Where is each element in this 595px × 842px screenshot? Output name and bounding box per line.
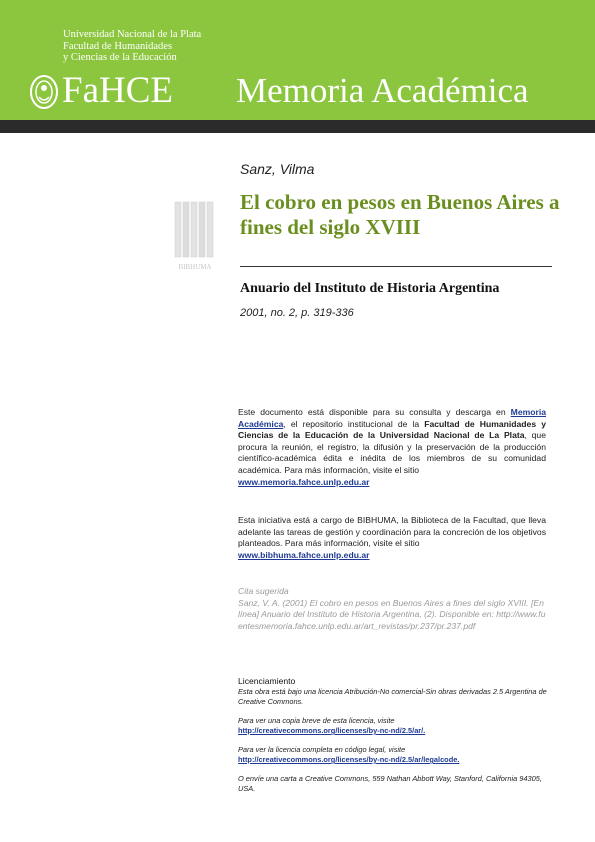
citation-label: Cita sugerida: [238, 586, 289, 596]
license-full: [238, 745, 548, 765]
bibhuma-logo-icon: [165, 200, 225, 272]
license-short: [238, 716, 548, 736]
brand-logo-text: FaHCE: [62, 70, 173, 111]
repository-name: Memoria Académica: [236, 71, 529, 110]
university-seal-icon: [29, 73, 59, 111]
bibhuma-text: Esta iniciativa está a cargo de BIBHUMA, la Biblioteca de la Facultad, que lleva adelante las tareas de gestión y coordinación para la concreción de los objetivos planteados. Para más información, visite el sitio: [238, 515, 546, 549]
license-address: O envíe una carta a Creative Commons, 559 Nathan Abbott Way, Stanford, California 94305, USA.: [238, 774, 542, 793]
university-name: [63, 29, 201, 64]
license-text: Esta obra está bajo una licencia Atribución-No comercial-Sin obras derivadas 2.5 Argentina de Creative Commons.: [238, 687, 547, 706]
memoria-academica-link[interactable]: Memoria Académica: [238, 407, 546, 429]
about-paragraph: [238, 407, 546, 488]
publication-info: 2001, no. 2, p. 319-336: [240, 307, 354, 319]
faculty-line-2: y Ciencias de la Educación: [63, 52, 177, 63]
article-title: El cobro en pesos en Buenos Aires a fines del siglo XVIII: [240, 190, 560, 239]
about-text: , que procura la reunión, el registro, la difusión y la preservación de la producción científico-académica édita e inédita de los miembros de su comunidad académica. Para más información, visite el sitio: [238, 430, 546, 475]
author: Sanz, Vilma: [240, 161, 315, 177]
faculty-line: Facultad de Humanidades: [63, 40, 173, 52]
license-short-text: Para ver una copia breve de esta licencia, visite: [238, 716, 395, 725]
citation-text: Sanz, V. A. (2001) El cobro en pesos en Buenos Aires a fines del siglo XVIII. [En línea] Anuario del Instituto de Historia Argentina, (2). Disponible en: http://www.fuentesmemoria.fahce.unlp.edu.ar/art_revistas/pr.237/pr.237.pdf: [238, 597, 546, 631]
about-text: , el repositorio institucional de la: [283, 418, 425, 429]
bibhuma-paragraph: [238, 515, 546, 561]
university-line: Universidad Nacional de la Plata: [63, 29, 202, 40]
faculty-name: Facultad de Humanidades y Ciencias de la Educación de la Universidad Nacional de La Plata: [238, 418, 546, 441]
license-full-link[interactable]: http://creativecommons.org/licenses/by-nc-nd/2.5/ar/legalcode.: [238, 755, 460, 764]
memoria-site-link[interactable]: www.memoria.fahce.unlp.edu.ar: [238, 476, 370, 487]
bibhuma-site-link[interactable]: www.bibhuma.fahce.unlp.edu.ar: [238, 549, 370, 560]
about-text: Este documento está disponible para su consulta y descarga en: [238, 407, 511, 417]
license-full-text: Para ver la licencia completa en código legal, visite: [238, 745, 406, 754]
license-short-link[interactable]: http://creativecommons.org/licenses/by-nc-nd/2.5/ar/.: [238, 726, 426, 735]
header-strip: [0, 120, 595, 133]
license-heading: Licenciamiento: [238, 676, 296, 686]
bibhuma-logo-caption: BIBHUMA: [178, 263, 212, 271]
journal-name: Anuario del Instituto de Historia Argentina: [240, 281, 500, 296]
header-banner: [0, 0, 595, 120]
suggested-citation: [238, 586, 548, 632]
divider: [240, 266, 552, 267]
